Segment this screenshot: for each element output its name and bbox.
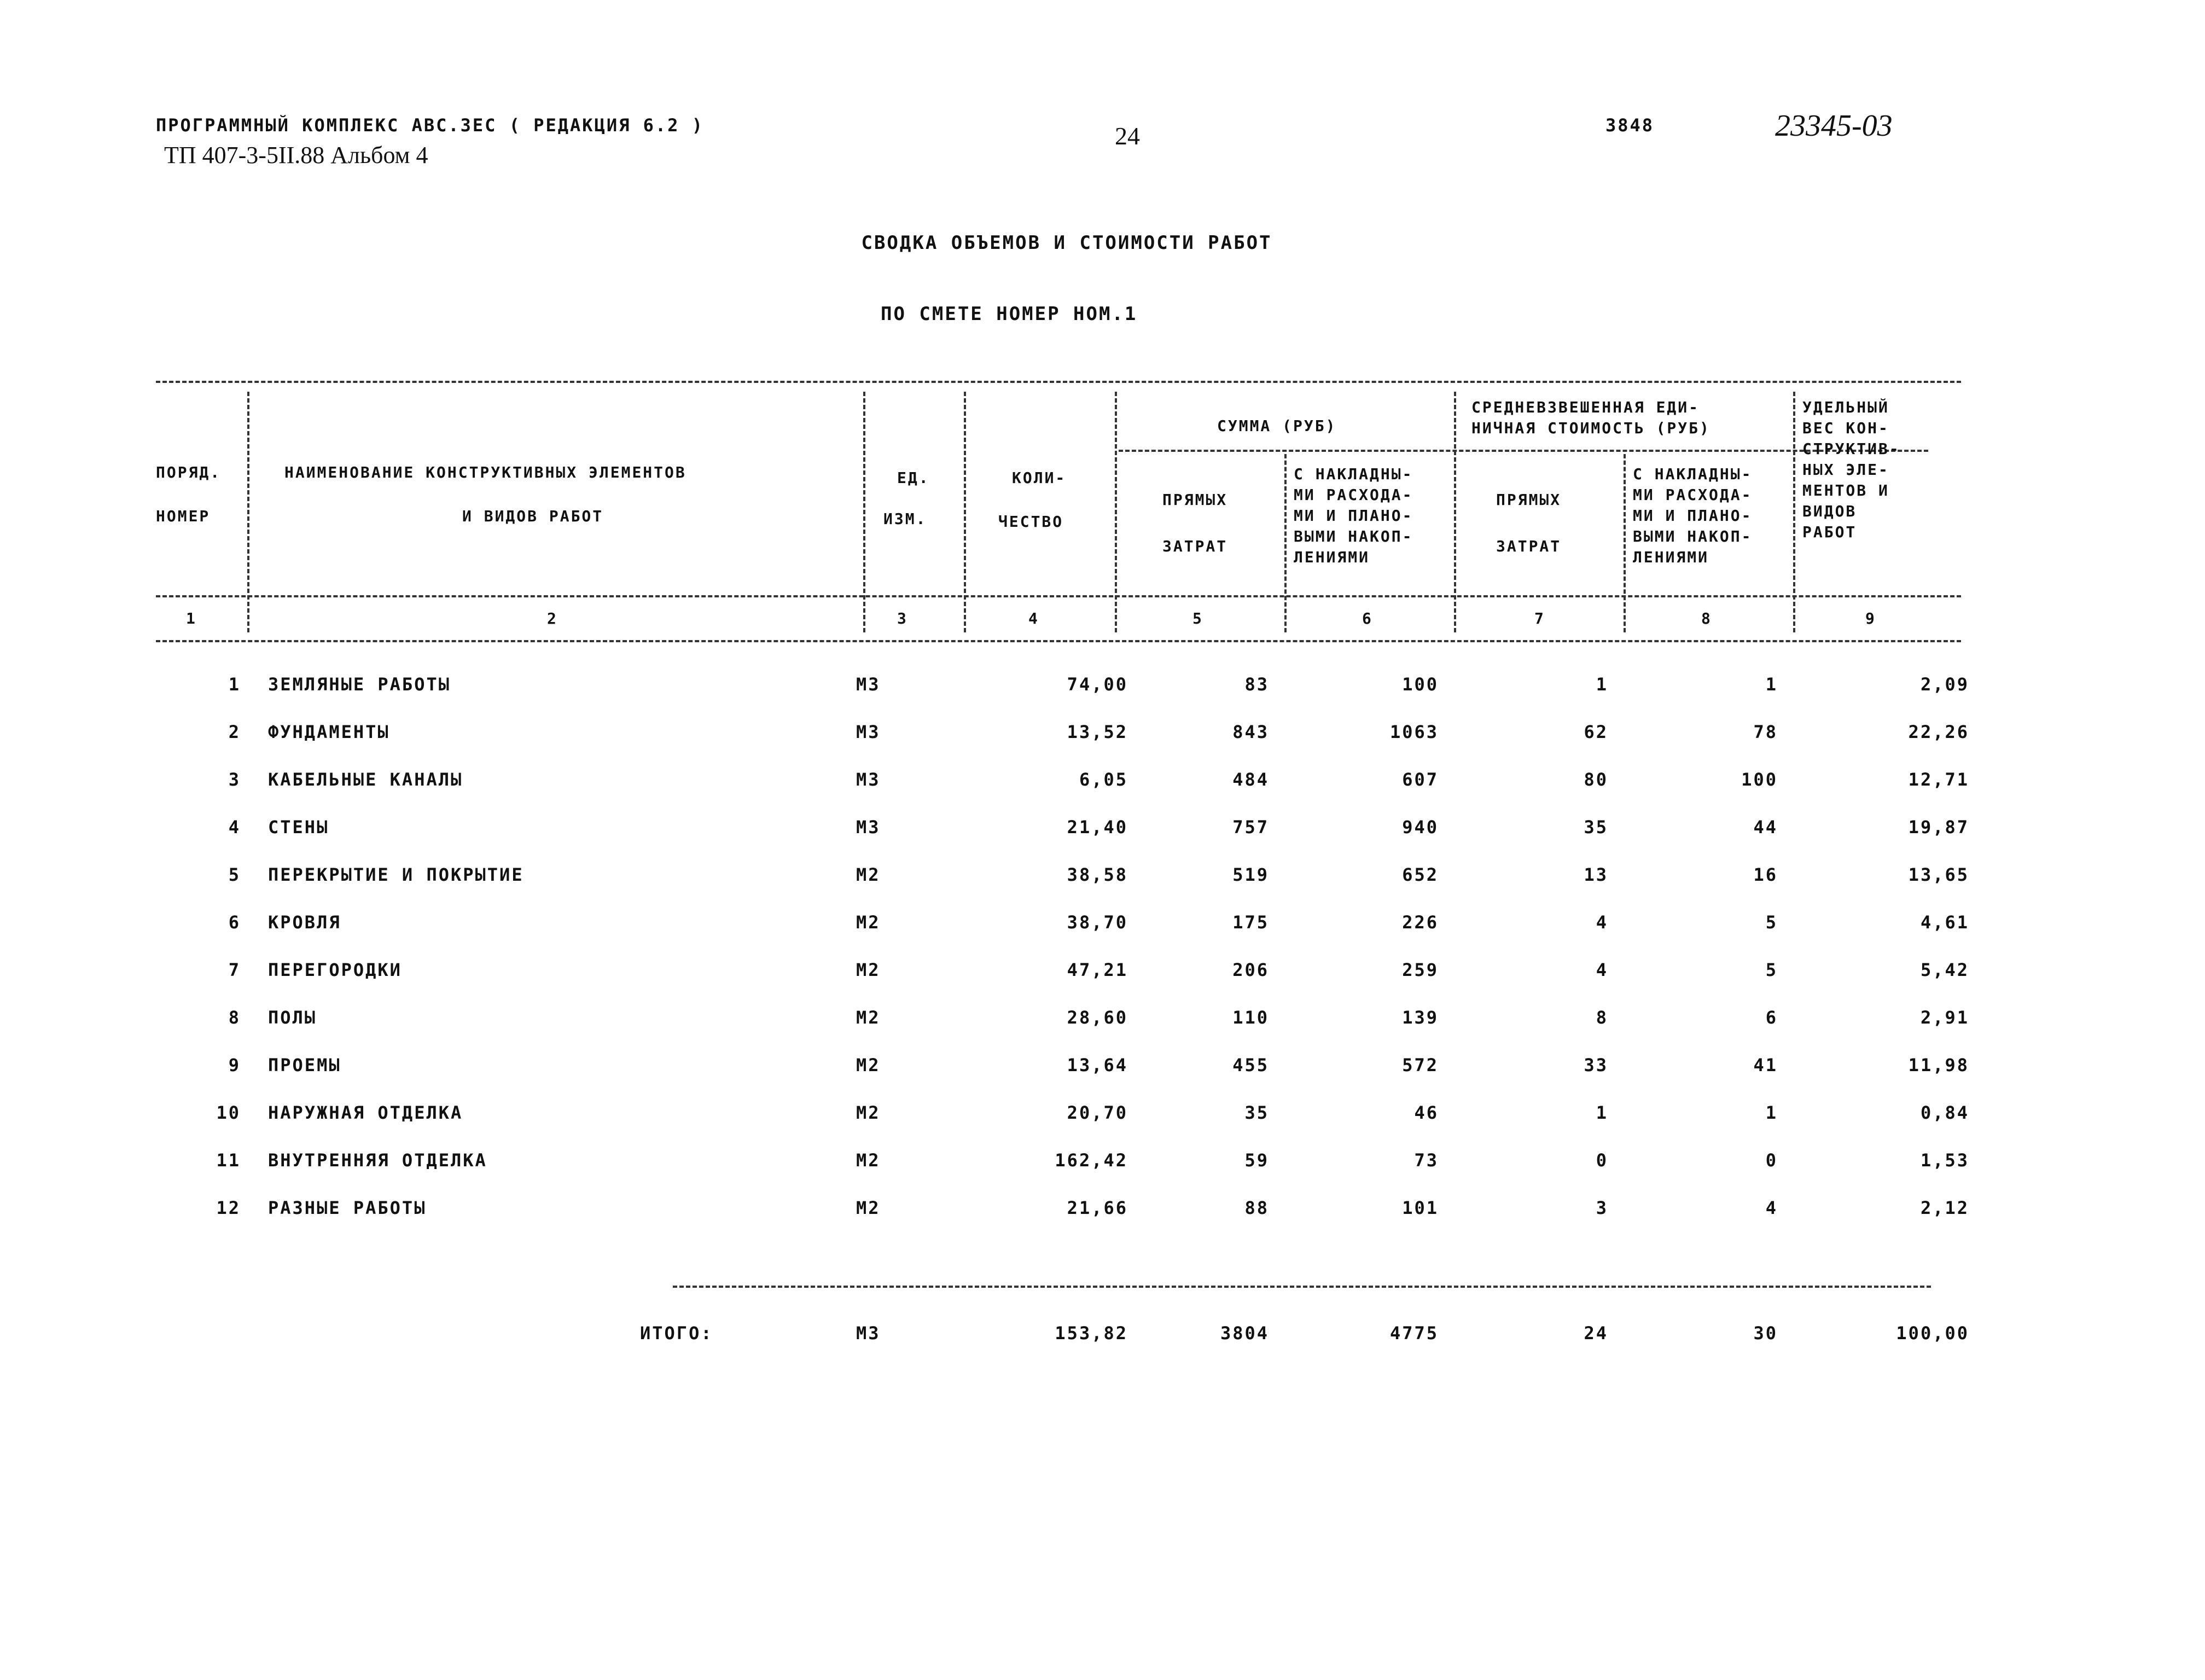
table-row [0,864,2205,892]
total-avg-overhead: 30 [1753,1323,1778,1344]
column-number: 8 [1701,609,1712,627]
table-row [0,722,2205,749]
row-unit: М2 [856,912,881,933]
header-col2-line2: И ВИДОВ РАБОТ [462,507,604,525]
total-label: ИТОГО: [640,1323,713,1344]
row-overhead-cost: 940 [1402,817,1439,838]
table-row [0,1007,2205,1034]
header-col2-line1: НАИМЕНОВАНИЕ КОНСТРУКТИВНЫХ ЭЛЕМЕНТОВ [284,463,686,481]
handwritten-code: 23345-03 [1775,109,1893,143]
row-name: НАРУЖНАЯ ОТДЕЛКА [268,1102,463,1123]
column-divider [964,392,966,632]
header-avg-group-line1: СРЕДНЕВЗВЕШЕННАЯ ЕДИ- [1471,398,1700,416]
table-row [0,674,2205,701]
row-quantity: 162,42 [1055,1150,1128,1171]
column-divider [1454,392,1456,632]
row-avg-overhead: 44 [1753,817,1778,838]
row-quantity: 38,58 [1067,864,1128,885]
row-avg-direct: 8 [1596,1007,1608,1028]
row-avg-direct: 80 [1584,769,1608,790]
row-unit: М2 [856,1055,881,1076]
header-col3-line2: ИЗМ. [883,510,927,528]
row-direct-cost: 455 [1232,1055,1269,1076]
row-number: 3 [228,769,241,790]
row-avg-direct: 35 [1584,817,1608,838]
table-row [0,817,2205,844]
header-col6-line2: МИ РАСХОДА- [1294,486,1413,504]
row-unit: М2 [856,864,881,885]
row-unit: М3 [856,722,881,742]
row-name: ВНУТРЕННЯЯ ОТДЕЛКА [268,1150,487,1171]
row-avg-direct: 1 [1596,674,1608,695]
program-line: ПРОГРАММНЫЙ КОМПЛЕКС АВС.3ЕС ( РЕДАКЦИЯ 6.2 ) [156,115,704,136]
column-divider [1793,392,1795,632]
row-share: 5,42 [1920,960,1969,980]
row-share: 12,71 [1908,769,1969,790]
header-col8-line4: ВЫМИ НАКОП- [1633,527,1753,545]
row-number: 9 [228,1055,241,1076]
column-divider [863,392,865,632]
row-share: 4,61 [1920,912,1969,933]
row-direct-cost: 35 [1244,1102,1269,1123]
table-top-rule [156,381,1961,383]
row-quantity: 74,00 [1067,674,1128,695]
row-avg-overhead: 6 [1765,1007,1778,1028]
row-direct-cost: 110 [1232,1007,1269,1028]
row-overhead-cost: 259 [1402,960,1439,980]
row-unit: М2 [856,1197,881,1218]
row-avg-overhead: 78 [1753,722,1778,742]
row-avg-direct: 3 [1596,1197,1608,1218]
page-number: 24 [1115,122,1140,150]
row-avg-overhead: 5 [1765,912,1778,933]
row-direct-cost: 484 [1232,769,1269,790]
header-bottom-rule [156,595,1961,597]
row-name: СТЕНЫ [268,817,329,838]
row-avg-overhead: 41 [1753,1055,1778,1076]
row-unit: М2 [856,1150,881,1171]
row-name: ПРОЕМЫ [268,1055,341,1076]
row-name: КАБЕЛЬНЫЕ КАНАЛЫ [268,769,463,790]
header-col7-line1: ПРЯМЫХ [1496,491,1562,509]
header-col9-line3: СТРУКТИВ- [1802,440,1900,458]
header-col9-line6: ВИДОВ [1802,502,1857,520]
row-quantity: 21,40 [1067,817,1128,838]
column-number: 6 [1362,609,1373,627]
row-quantity: 13,64 [1067,1055,1128,1076]
row-number: 7 [228,960,241,980]
header-col4-line2: ЧЕСТВО [998,513,1064,531]
column-divider [1624,454,1626,632]
column-number: 9 [1865,609,1876,627]
header-col9-line1: УДЕЛЬНЫЙ [1802,398,1889,416]
header-col8-line2: МИ РАСХОДА- [1633,486,1753,504]
column-number: 7 [1534,609,1545,627]
header-col9-line7: РАБОТ [1802,523,1857,541]
header-col5-line2: ЗАТРАТ [1162,537,1228,555]
row-share: 1,53 [1920,1150,1969,1171]
row-direct-cost: 59 [1244,1150,1269,1171]
row-unit: М2 [856,1102,881,1123]
row-name: РАЗНЫЕ РАБОТЫ [268,1197,427,1218]
header-sum-group: СУММА (РУБ) [1217,417,1337,435]
header-col1-line2: НОМЕР [156,507,211,525]
column-number: 4 [1028,609,1039,627]
row-number: 1 [228,674,241,695]
header-col8-line5: ЛЕНИЯМИ [1633,548,1709,566]
row-avg-overhead: 1 [1765,1102,1778,1123]
header-col3-line1: ЕД. [897,469,930,487]
row-avg-overhead: 16 [1753,864,1778,885]
row-share: 11,98 [1908,1055,1969,1076]
table-row [0,1197,2205,1225]
row-number: 5 [228,864,241,885]
row-quantity: 13,52 [1067,722,1128,742]
row-share: 0,84 [1920,1102,1969,1123]
row-avg-overhead: 100 [1741,769,1778,790]
column-number: 1 [186,609,197,627]
total-row [0,1323,2205,1350]
header-col1-line1: ПОРЯД. [156,463,222,481]
row-overhead-cost: 607 [1402,769,1439,790]
estimate-reference: ПО СМЕТЕ НОМЕР НОМ.1 [881,303,1138,325]
row-direct-cost: 83 [1244,674,1269,695]
row-overhead-cost: 572 [1402,1055,1439,1076]
document-title: СВОДКА ОБЪЕМОВ И СТОИМОСТИ РАБОТ [861,232,1272,254]
row-overhead-cost: 226 [1402,912,1439,933]
column-divider [247,392,249,632]
row-overhead-cost: 139 [1402,1007,1439,1028]
row-quantity: 38,70 [1067,912,1128,933]
table-row [0,1102,2205,1130]
row-unit: М2 [856,1007,881,1028]
header-col6-line5: ЛЕНИЯМИ [1294,548,1370,566]
header-col4-line1: КОЛИ- [1012,469,1067,487]
header-avg-group-line2: НИЧНАЯ СТОИМОСТЬ (РУБ) [1471,419,1711,437]
header-col6-line1: С НАКЛАДНЫ- [1294,465,1413,483]
row-number: 6 [228,912,241,933]
total-direct-cost: 3804 [1220,1323,1269,1344]
row-direct-cost: 175 [1232,912,1269,933]
header-col9-line5: МЕНТОВ И [1802,481,1889,499]
header-col6-line3: МИ И ПЛАНО- [1294,507,1413,525]
row-number: 8 [228,1007,241,1028]
row-avg-direct: 4 [1596,960,1608,980]
row-quantity: 20,70 [1067,1102,1128,1123]
row-direct-cost: 757 [1232,817,1269,838]
total-unit: М3 [856,1323,881,1344]
row-quantity: 21,66 [1067,1197,1128,1218]
total-overhead-cost: 4775 [1389,1323,1439,1344]
header-col7-line2: ЗАТРАТ [1496,537,1562,555]
column-number: 5 [1192,609,1203,627]
column-numbers-rule [156,640,1961,642]
row-quantity: 6,05 [1079,769,1128,790]
row-direct-cost: 519 [1232,864,1269,885]
row-quantity: 47,21 [1067,960,1128,980]
row-share: 22,26 [1908,722,1969,742]
row-overhead-cost: 101 [1402,1197,1439,1218]
row-name: ПЕРЕГОРОДКИ [268,960,402,980]
row-overhead-cost: 1063 [1389,722,1439,742]
row-avg-direct: 0 [1596,1150,1608,1171]
sheet-code: 3848 [1605,115,1655,136]
row-overhead-cost: 100 [1402,674,1439,695]
row-name: ФУНДАМЕНТЫ [268,722,390,742]
row-quantity: 28,60 [1067,1007,1128,1028]
row-unit: М2 [856,960,881,980]
row-avg-direct: 13 [1584,864,1608,885]
row-direct-cost: 88 [1244,1197,1269,1218]
row-share: 2,12 [1920,1197,1969,1218]
row-number: 2 [228,722,241,742]
header-col9-line4: НЫХ ЭЛЕ- [1802,461,1889,479]
row-unit: М3 [856,674,881,695]
header-col9-line2: ВЕС КОН- [1802,419,1889,437]
row-number: 11 [216,1150,241,1171]
header-col6-line4: ВЫМИ НАКОП- [1294,527,1413,545]
row-share: 19,87 [1908,817,1969,838]
total-share: 100,00 [1896,1323,1969,1344]
row-overhead-cost: 652 [1402,864,1439,885]
column-divider [1115,392,1117,632]
row-name: КРОВЛЯ [268,912,341,933]
row-number: 4 [228,817,241,838]
album-line: ТП 407-3-5II.88 Альбом 4 [164,142,428,168]
row-overhead-cost: 46 [1414,1102,1439,1123]
row-name: ПОЛЫ [268,1007,317,1028]
row-name: ЗЕМЛЯНЫЕ РАБОТЫ [268,674,451,695]
row-avg-direct: 4 [1596,912,1608,933]
row-overhead-cost: 73 [1414,1150,1439,1171]
row-avg-direct: 62 [1584,722,1608,742]
column-number: 3 [897,609,908,627]
row-direct-cost: 843 [1232,722,1269,742]
column-number: 2 [547,609,558,627]
total-avg-direct: 24 [1584,1323,1608,1344]
header-col8-line1: С НАКЛАДНЫ- [1633,465,1753,483]
table-row [0,769,2205,797]
table-row [0,1150,2205,1177]
row-share: 2,09 [1920,674,1969,695]
row-avg-overhead: 0 [1765,1150,1778,1171]
header-col5-line1: ПРЯМЫХ [1162,491,1228,509]
column-divider [1284,454,1287,632]
header-col8-line3: МИ И ПЛАНО- [1633,507,1753,525]
row-unit: М3 [856,817,881,838]
row-avg-direct: 33 [1584,1055,1608,1076]
table-row [0,912,2205,939]
row-number: 10 [216,1102,241,1123]
total-quantity: 153,82 [1055,1323,1128,1344]
row-avg-overhead: 1 [1765,674,1778,695]
row-name: ПЕРЕКРЫТИЕ И ПОКРЫТИЕ [268,864,524,885]
row-number: 12 [216,1197,241,1218]
row-avg-direct: 1 [1596,1102,1608,1123]
row-share: 13,65 [1908,864,1969,885]
total-rule [673,1286,1931,1288]
table-row [0,1055,2205,1082]
row-share: 2,91 [1920,1007,1969,1028]
row-direct-cost: 206 [1232,960,1269,980]
row-avg-overhead: 5 [1765,960,1778,980]
table-row [0,960,2205,987]
row-avg-overhead: 4 [1765,1197,1778,1218]
row-unit: М3 [856,769,881,790]
